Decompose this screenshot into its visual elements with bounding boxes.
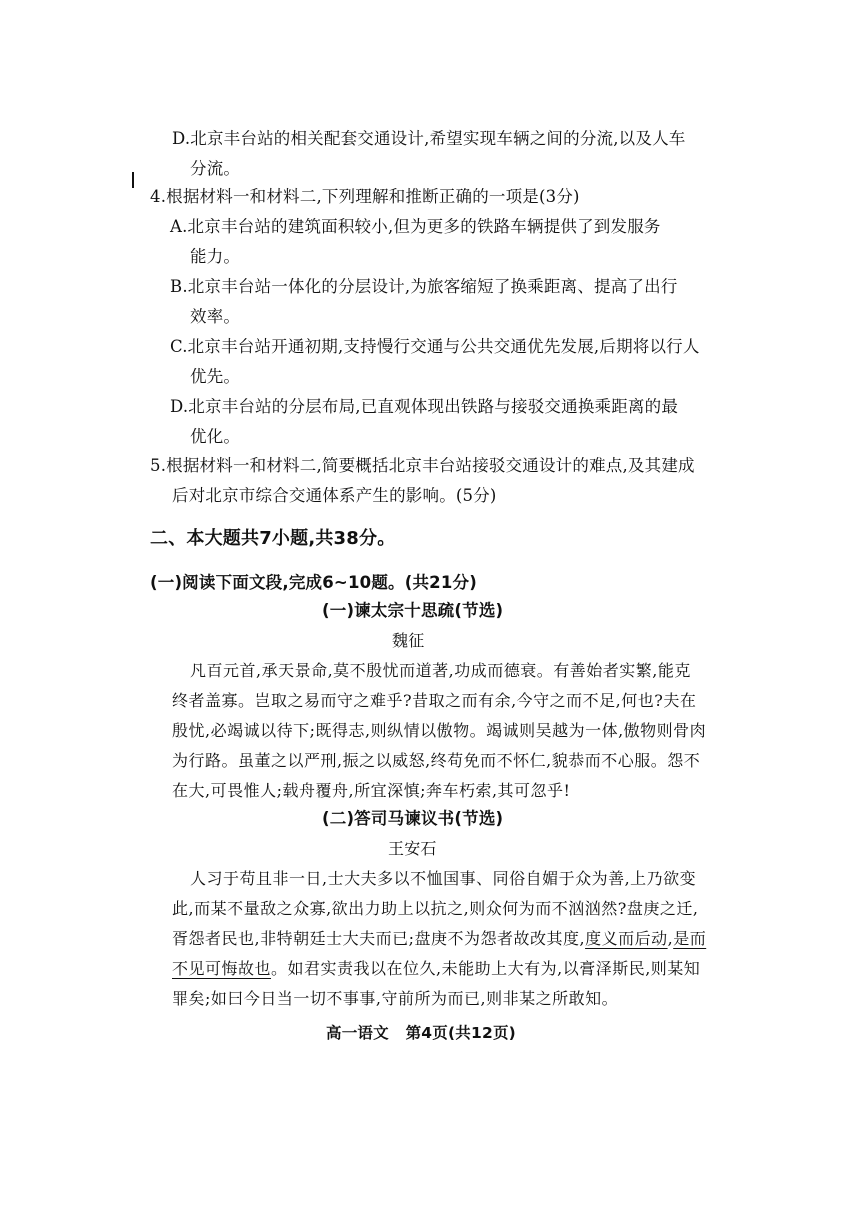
underlined-phrase-3: 不见可悔故也 [172, 959, 272, 978]
text1-line4: 为行路。虽董之以严刑,振之以威怒,终苟免而不怀仁,貌恭而不心服。怨不 [172, 751, 701, 770]
page-footer [326, 1022, 516, 1044]
q4-option-d-line2: 优化。 [190, 427, 241, 446]
text1-line2: 终者盖寡。岂取之易而守之难乎?昔取之而有余,今守之而不足,何也?夫在 [172, 691, 697, 710]
text2-line5: 罪矣;如曰今日当一切不事事,守前所为而已,则非某之所敢知。 [172, 989, 619, 1008]
q3-option-d-line1: D.北京丰台站的相关配套交通设计,希望实现车辆之间的分流,以及人车 [172, 129, 686, 148]
text1-line1: 凡百元首,承天景命,莫不殷忧而道著,功成而德衰。有善始者实繁,能克 [190, 661, 691, 680]
q4-option-a-line1: A.北京丰台站的建筑面积较小,但为更多的铁路车辆提供了到发服务 [170, 217, 661, 236]
text1-line3: 殷忧,必竭诚以待下;既得志,则纵情以傲物。竭诚则吴越为一体,傲物则骨肉 [172, 721, 707, 740]
q5-line1: 5.根据材料一和材料二,简要概括北京丰台站接驳交通设计的难点,及其建成 [150, 456, 695, 475]
text2-author: 王安石 [388, 839, 437, 858]
q4-option-b-line2: 效率。 [190, 307, 241, 326]
scan-mark [132, 172, 134, 188]
text1-author: 魏征 [392, 631, 425, 650]
q4-option-b-line1: B.北京丰台站一体化的分层设计,为旅客缩短了换乘距离、提高了出行 [170, 277, 678, 296]
text2-line2: 此,而某不量敌之众寡,欲出力助上以抗之,则众何为而不汹汹然?盘庚之迁, [172, 899, 699, 918]
text2-line3 [172, 928, 706, 950]
text2-title: (二)答司马谏议书(节选) [322, 809, 504, 828]
text2-line3-text: 胥怨者民也,非特朝廷士大夫而已;盘庚不为怨者故改其度, [172, 929, 586, 948]
section-heading: 二、本大题共7小题,共38分。 [150, 528, 396, 549]
text2-line1: 人习于苟且非一日,士大夫多以不恤国事、同俗自媚于众为善,上乃欲变 [190, 869, 697, 888]
q5-line2: 后对北京市综合交通体系产生的影响。(5分) [172, 486, 497, 505]
text2-line4-text: 。如君实责我以在位久,未能助上大有为,以膏泽斯民,则某知 [271, 959, 701, 978]
text2-line4 [172, 958, 700, 980]
underlined-phrase-2: 是而 [673, 929, 707, 948]
footer-subject: 高一语文 [326, 1024, 389, 1042]
q3-option-d-line2: 分流。 [190, 159, 241, 178]
text2-line3-comma: , [667, 929, 674, 948]
footer-page-number: 第4页(共12页) [405, 1024, 516, 1042]
text1-line5: 在大,可畏惟人;载舟覆舟,所宜深慎;奔车朽索,其可忽乎! [172, 781, 571, 800]
q4-stem: 4.根据材料一和材料二,下列理解和推断正确的一项是(3分) [150, 187, 580, 206]
underlined-phrase-1: 度义而后动 [585, 929, 668, 948]
text1-title: (一)谏太宗十思疏(节选) [322, 601, 504, 620]
section-sub-heading: (一)阅读下面文段,完成6~10题。(共21分) [150, 573, 477, 592]
q4-option-d-line1: D.北京丰台站的分层布局,已直观体现出铁路与接驳交通换乘距离的最 [170, 397, 679, 416]
q4-option-c-line1: C.北京丰台站开通初期,支持慢行交通与公共交通优先发展,后期将以行人 [170, 337, 700, 356]
q4-option-a-line2: 能力。 [190, 247, 241, 266]
q4-option-c-line2: 优先。 [190, 367, 241, 386]
